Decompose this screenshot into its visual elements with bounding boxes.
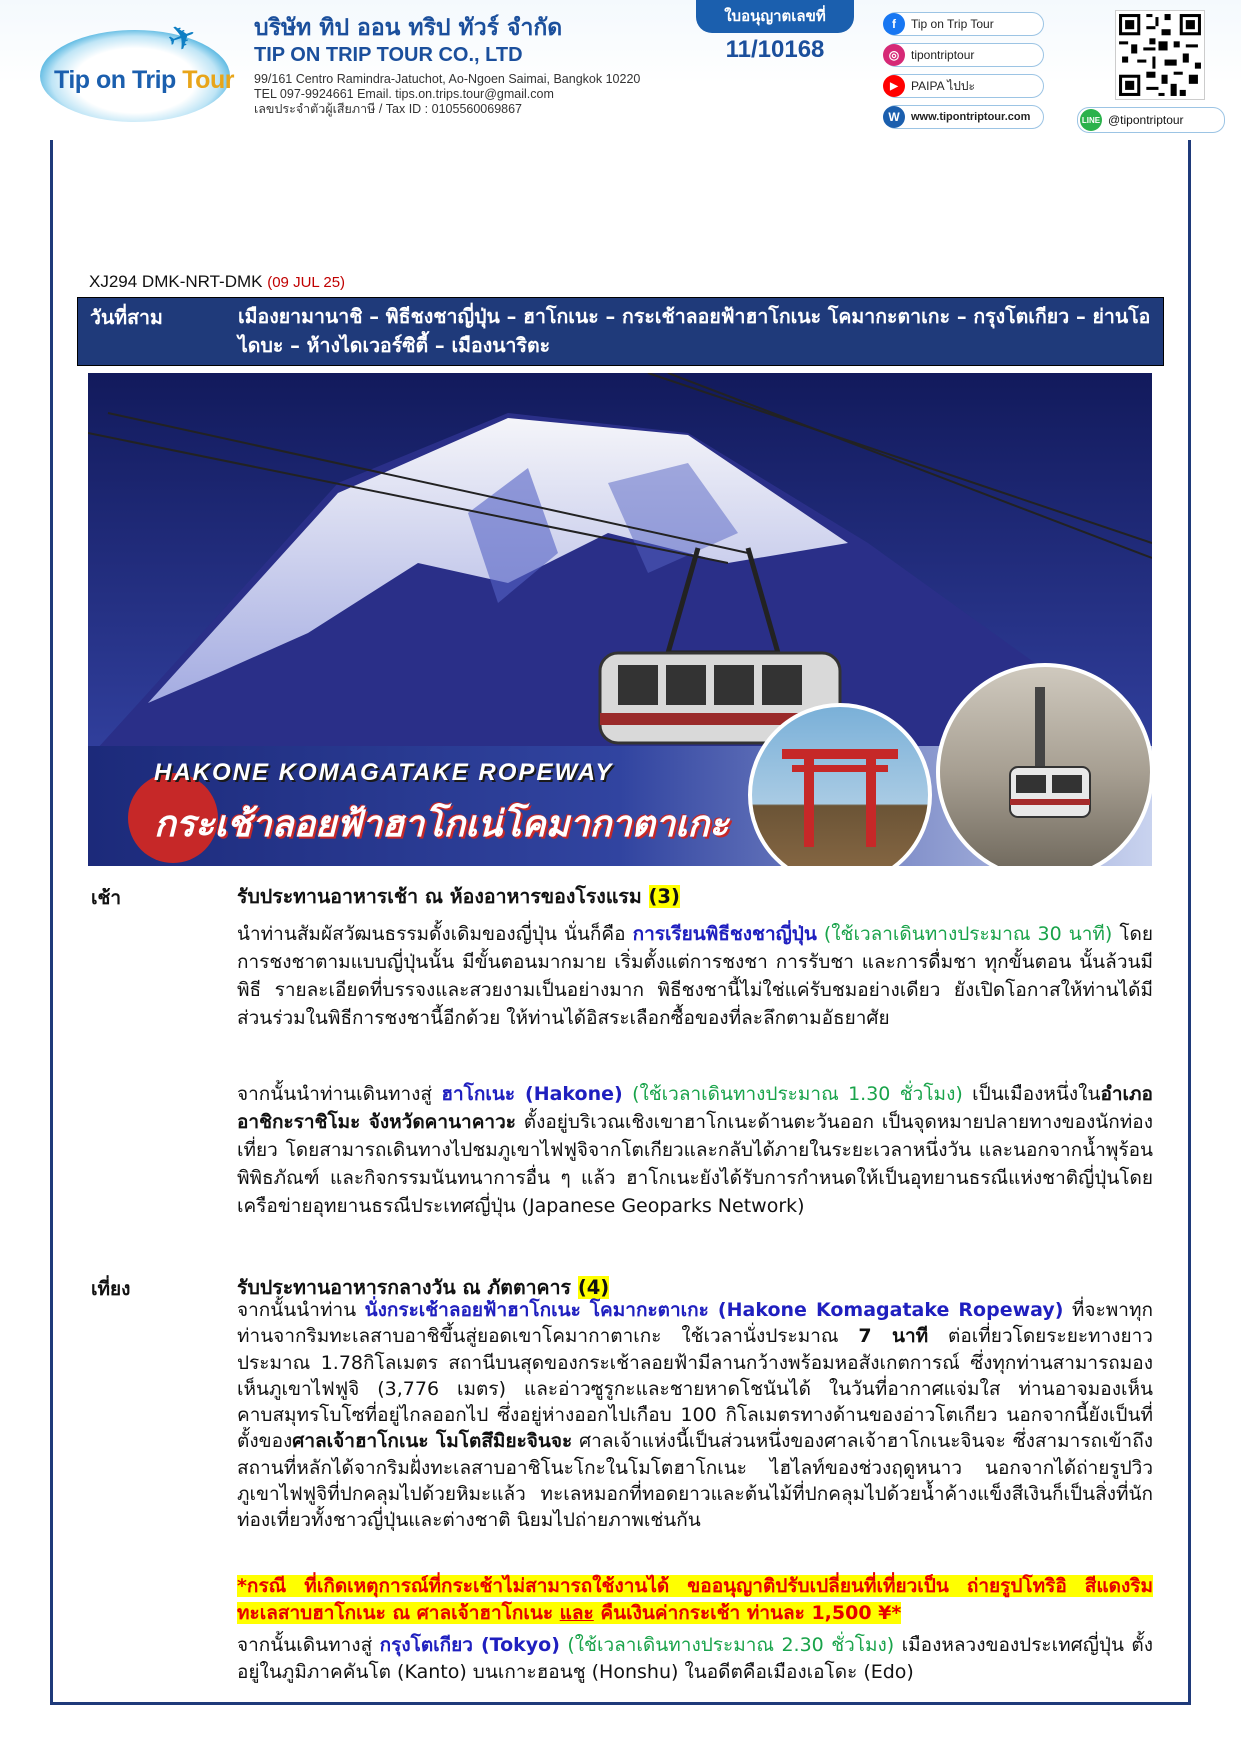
social-label: PAIPA ไปปะ — [911, 78, 975, 93]
company-logo[interactable] — [40, 12, 240, 128]
website-icon: W — [883, 106, 905, 128]
social-label: @tipontriptour — [1108, 113, 1184, 127]
noon-label: เที่ยง — [91, 1278, 131, 1300]
flight-info — [89, 272, 345, 292]
banner-title-en: HAKONE KOMAGATAKE ROPEWAY — [154, 759, 614, 786]
morning-meal-text: รับประทานอาหารเช้า ณ ห้องอาหารของโรงแรม — [237, 885, 649, 908]
letterhead — [0, 0, 1241, 140]
company-contact: TEL 097-9924661 Email. tips.on.trips.tour@gmail.com — [254, 87, 554, 101]
flight-date: (09 JUL 25) — [267, 274, 346, 291]
ropeway-warning: *กรณี ที่เกิดเหตุการณ์ที่กระเช้าไม่สามารถใช้งานได้ ขออนุญาติปรับเปลี่ยนที่เที่ยวเป็น ถ่ายรูปโทริอิ สีแดงริมทะเลสาบฮาโกเนะ ณ ศาลเจ้าฮาโกเนะ และ คืนเงินค่ากระเช้า ท่านละ 1,500 ¥* — [237, 1575, 1153, 1624]
ropeway-station-photo — [936, 663, 1152, 866]
day-label: วันที่สาม — [90, 306, 163, 329]
meal-number-badge: (3) — [648, 885, 680, 908]
social-instagram[interactable] — [884, 43, 1044, 67]
airplane-icon: ✈ — [162, 14, 203, 62]
torii-gate-photo — [748, 703, 932, 866]
social-label: tipontriptour — [911, 48, 975, 62]
tokyo-paragraph: จากนั้นเดินทางสู่ กรุงโตเกียว (Tokyo) (ใช้เวลาเดินทางประมาณ 2.30 ชั่วโมง) เมืองหลวงของประเทศญี่ปุ่น ตั้งอยู่ในภูมิภาคคันโต (Kanto) บนเกาะฮอนชู (Honshu) ในอดีตคือเมืองเอโดะ (Edo) — [237, 1634, 1153, 1683]
license-box — [696, 0, 854, 62]
line-icon: LINE — [1080, 109, 1102, 131]
meal-number-badge: (4) — [577, 1276, 610, 1299]
morning-label: เช้า — [91, 887, 122, 909]
noon-meal-text: รับประทานอาหารกลางวัน ณ ภัตตาคาร — [237, 1276, 578, 1299]
flight-route: XJ294 DMK-NRT-DMK — [89, 272, 268, 291]
hakone-paragraph: จากนั้นนำท่านเดินทางสู่ ฮาโกเนะ (Hakone) (ใช้เวลาเดินทางประมาณ 1.30 ชั่วโมง) เป็นเมืองหนึ่งในอำเภออาชิกะราชิโมะ จังหวัดคานาคาวะ ตั้งอยู่บริเวณเชิงเขาฮาโกเนะด้านตะวันออก เป็นจุดหมายปลายทางของนักท่องเที่ยว โดยสามารถเดินทางไปชมภูเขาไฟฟูจิจากโตเกียวและกลับได้ภายในระยะเวลาหนึ่งวัน และนอกจากน้ำพุร้อน พิพิธภัณฑ์ และกิจกรรมนันทนาการอื่น ๆ แล้ว ฮาโกเนะยังได้รับการกำหนดให้เป็นอุทยานธรณีแห่งชาติญี่ปุ่นโดยเครือข่ายอุทยานธรณีประเทศญี่ปุ่น (Japanese Geoparks Network) — [237, 1083, 1153, 1217]
youtube-icon: ▶ — [883, 75, 905, 97]
tea-ceremony-paragraph: นำท่านสัมผัสวัฒนธรรมดั้งเดิมของญี่ปุ่น นั่นก็คือ การเรียนพิธีชงชาญี่ปุ่น (ใช้เวลาเดินทางประมาณ 30 นาที) โดยการชงชาตามแบบญี่ปุ่นนั้น มีขั้นตอนมากมาย เริ่มตั้งแต่การชงชา การรับชา และการดื่มชา ทุกขั้นตอน นั้นล้วนมีพิธี รายละเอียดที่บรรจงและสวยงามเป็นอย่างมาก พิธีชงชานี้ไม่ใช่แค่รับชมอย่างเดียว ยังเปิดโอกาสให้ท่านได้มีส่วนร่วมในพิธีการชงชานี้อีกด้วย ให้ท่านได้อิสระเลือกซื้อของที่ละลึกตามอัธยาศัย — [237, 923, 1153, 1029]
social-label: Tip on Trip Tour — [911, 17, 994, 31]
ropeway-paragraph: จากนั้นนำท่าน นั่งกระเช้าลอยฟ้าฮาโกเนะ โคมากะตาเกะ (Hakone Komagatake Ropeway) ที่จะพาทุกท่านจากริมทะเลสาบอาชิขึ้นสู่ยอดเขาโคมากาตาเกะ ใช้เวลานั่งประมาณ 7 นาที ต่อเที่ยวโดยระยะทางยาวประมาณ 1.78กิโลเมตร สถานีบนสุดของกระเช้าลอยฟ้ามีลานกว้างพร้อมหอสังเกตการณ์ ซึ่งทุกท่านสามารถมองเห็นภูเขาไฟฟูจิ (3,776 เมตร) และอ่าวซูรูกะและชายหาดโชนันได้ ในวันที่อากาศแจ่มใส ท่านอาจมองเห็นคาบสมุทรโบโซที่อยู่ไกลออกไป ซึ่งอยู่ห่างออกไปเกือบ 100 กิโลเมตรทางด้านของอ่าวโตเกียว นอกจากนี้ยังเป็นที่ตั้งของศาลเจ้าฮาโกเนะ โมโตสึมิยะจินจะ ศาลเจ้าแห่งนี้เป็นส่วนหนึ่งของศาลเจ้าฮาโกเนะจินจะ ซึ่งสามารถเข้าถึงสถานที่หลักได้จากริมฝั่งทะเลสาบอาชิโนะโกะในโมโตฮาโกเนะ ไฮไลท์ของช่วงฤดูหนาว นอกจากได้ถ่ายรูปวิวภูเขาไฟฟูจิที่ปกคลุมไปด้วยหิมะแล้ว ทะเลหมอกที่ทอดยาวและต้นไม้ที่ปกคลุมไปด้วยน้ำค้างแข็งสีเงินก็เป็นสิ่งที่นักท่องเที่ยวทั้งชาวญี่ปุ่นและต่างชาติ นิยมไปถ่ายภาพเช่นกัน — [237, 1299, 1153, 1532]
license-number: 11/10168 — [725, 36, 825, 63]
banner-title-th: กระเช้าลอยฟ้าฮาโกเน่โคมากาตาเกะ — [154, 804, 729, 845]
license-label: ใบอนุญาตเลขที่ — [696, 0, 854, 33]
social-label: www.tipontriptour.com — [911, 111, 1031, 123]
company-name-th: บริษัท ทิป ออน ทริป ทัวร์ จำกัด — [254, 15, 563, 41]
banner-image — [88, 373, 1152, 866]
social-facebook[interactable] — [884, 12, 1044, 36]
company-name-en: TIP ON TRIP TOUR CO., LTD — [254, 44, 523, 66]
day-header — [77, 297, 1164, 366]
torii-gate-icon — [752, 707, 928, 866]
company-address: 99/161 Centro Ramindra-Jatuchot, Ao-Ngoen Saimai, Bangkok 10220 — [254, 72, 641, 86]
facebook-icon: f — [883, 13, 905, 35]
social-website[interactable] — [884, 105, 1044, 129]
social-links — [884, 12, 1044, 136]
company-tax-id: เลขประจำตัวผู้เสียภาษี / Tax ID : 0105560069867 — [254, 102, 523, 116]
morning-meal — [237, 881, 680, 912]
social-youtube[interactable] — [884, 74, 1044, 98]
station-gondola-icon — [940, 667, 1150, 866]
logo-text: Tip on Trip Tour — [54, 66, 234, 94]
instagram-icon: ◎ — [883, 44, 905, 66]
day-title: เมืองยามานาชิ – พิธีชงชาญี่ปุ่น – ฮาโกเนะ – กระเช้าลอยฟ้าฮาโกเนะ โคมากะตาเกะ – กรุงโตเกียว – ย่านโอไดบะ – ห้างไดเวอร์ซิตี้ – เมืองนาริตะ — [238, 305, 1151, 357]
social-line[interactable] — [1077, 107, 1225, 133]
qr-code[interactable] — [1115, 10, 1205, 100]
company-info — [254, 14, 694, 117]
